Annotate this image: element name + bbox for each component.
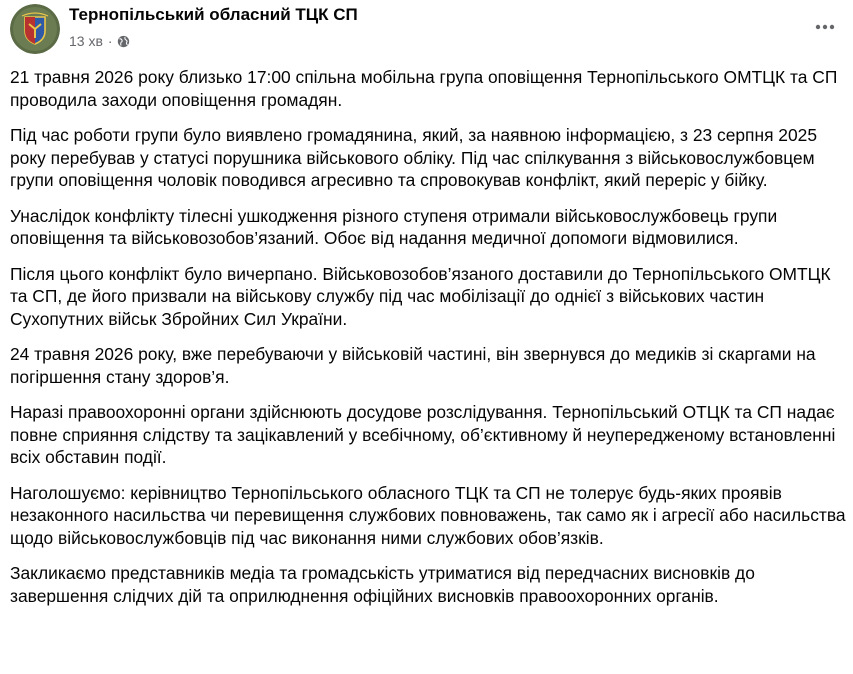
post-paragraph: 24 травня 2026 року, вже перебуваючи у військовій частині, він звернувся до медиків зі скаргами на погіршення стану здоров’я. — [10, 344, 816, 387]
post-paragraph: Унаслідок конфлікту тілесні ушкодження різного ступеня отримали військовослужбовець групи оповіщення та військовозобов’язаний. Обоє від надання медичної допомоги відмовилися. — [10, 205, 778, 248]
post-paragraph: Після цього конфлікт було вичерпано. Військовозобов’язаного доставили до Тернопільського ОМТЦК та СП, де його призвали на військову службу під час мобілізації до однієї з військових частин Сухопутних військ Збройних Сил України. — [10, 263, 831, 329]
post-header — [10, 3, 841, 55]
globe-icon[interactable] — [117, 35, 130, 48]
post-meta — [69, 33, 130, 49]
post-paragraph: Наголошуємо: керівництво Тернопільського обласного ТЦК та СП не толерує будь-яких проявів незаконного насильства чи перевищення службових повноважень, так само як і агресії або насильства щодо військовослужбовців під час виконання ними службових обов’язків. — [10, 482, 846, 548]
post-body — [10, 66, 846, 620]
post-paragraph: 21 травня 2026 року близько 17:00 спільна мобільна група оповіщення Тернопільського ОМТЦК та СП проводила заходи оповіщення громадян. — [10, 67, 838, 110]
post-paragraph: Під час роботи групи було виявлено громадянина, який, за наявною інформацією, з 23 серпня 2025 року перебував у статусі порушника військового обліку. Під час спілкування з військовослужбовцем групи оповіщення чоловік поводився агресивно та спровокував конфлікт, який переріс у бійку. — [10, 125, 817, 190]
post-paragraph: Наразі правоохоронні органи здійснюють досудове розслідування. Тернопільський ОТЦК та СП надає повне сприяння слідству та зацікавлений у всебічному, об’єктивному й неупередженому встановленні всіх обставин події. — [10, 402, 836, 467]
post-paragraph: Закликаємо представників медіа та громадськість утриматися від передчасних висновків до завершення слідчих дій та оприлюднення офіційних висновків правоохоронних органів. — [10, 563, 755, 606]
more-horizontal-icon — [815, 24, 835, 30]
page-name[interactable]: Тернопільський обласний ТЦК СП — [69, 5, 358, 24]
post-timestamp[interactable]: 13 хв — [69, 33, 103, 49]
more-options-button[interactable] — [809, 11, 841, 43]
coat-of-arms-icon — [10, 4, 60, 54]
page-avatar[interactable] — [10, 4, 60, 54]
meta-separator: · — [107, 33, 113, 49]
